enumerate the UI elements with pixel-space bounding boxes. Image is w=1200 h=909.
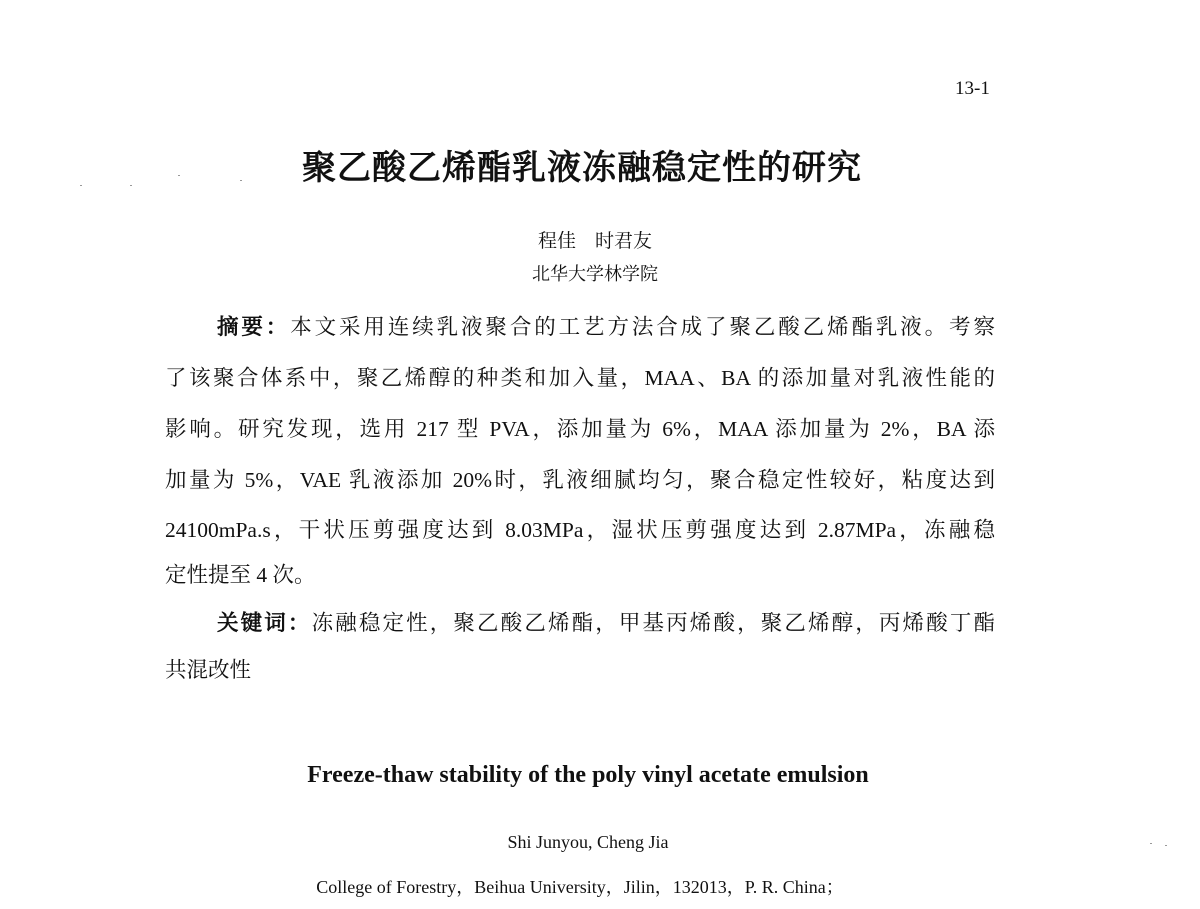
abstract-line — [217, 317, 995, 339]
abstract-line: 定性提至 4 次。 — [165, 563, 316, 587]
scan-speck — [178, 175, 180, 176]
keywords-label: 关键词： — [217, 611, 312, 635]
english-affiliation: College of Forestry，Beihua University，Jilin，132013，P. R. China； — [316, 877, 844, 897]
scan-speck — [130, 185, 132, 186]
scan-speck — [1165, 845, 1167, 846]
abstract-line: 影响。研究发现，选用 217 型 PVA，添加量为 6%，MAA 添加量为 2%，BA 添 — [165, 417, 995, 441]
abstract-label: 摘要： — [217, 315, 291, 339]
scan-speck — [80, 185, 82, 186]
paper-title: 聚乙酸乙烯酯乳液冻融稳定性的研究 — [302, 150, 862, 187]
page-number: 13-1 — [955, 78, 990, 99]
english-authors: Shi Junyou, Cheng Jia — [507, 832, 669, 852]
abstract-line: 了该聚合体系中，聚乙烯醇的种类和加入量，MAA、BA 的添加量对乳液性能的 — [165, 366, 995, 390]
scan-speck — [240, 180, 242, 181]
abstract-line: 加量为 5%，VAE 乳液添加 20%时，乳液细腻均匀，聚合稳定性较好，粘度达到 — [165, 468, 995, 492]
english-title: Freeze-thaw stability of the poly vinyl acetate emulsion — [307, 762, 869, 788]
authors: 程佳 时君友 — [537, 231, 652, 252]
keywords-line: 共混改性 — [165, 658, 252, 682]
abstract-line: 24100mPa.s，干状压剪强度达到 8.03MPa，湿状压剪强度达到 2.87MPa，冻融稳 — [165, 518, 995, 542]
abstract-text: 本文采用连续乳液聚合的工艺方法合成了聚乙酸乙烯酯乳液。考察 — [290, 315, 995, 339]
keywords-line — [217, 613, 995, 635]
scan-speck — [1150, 843, 1152, 844]
keywords-text: 冻融稳定性，聚乙酸乙烯酯，甲基丙烯酸，聚乙烯醇，丙烯酸丁酯 — [311, 611, 995, 635]
affiliation: 北华大学林学院 — [532, 264, 658, 284]
